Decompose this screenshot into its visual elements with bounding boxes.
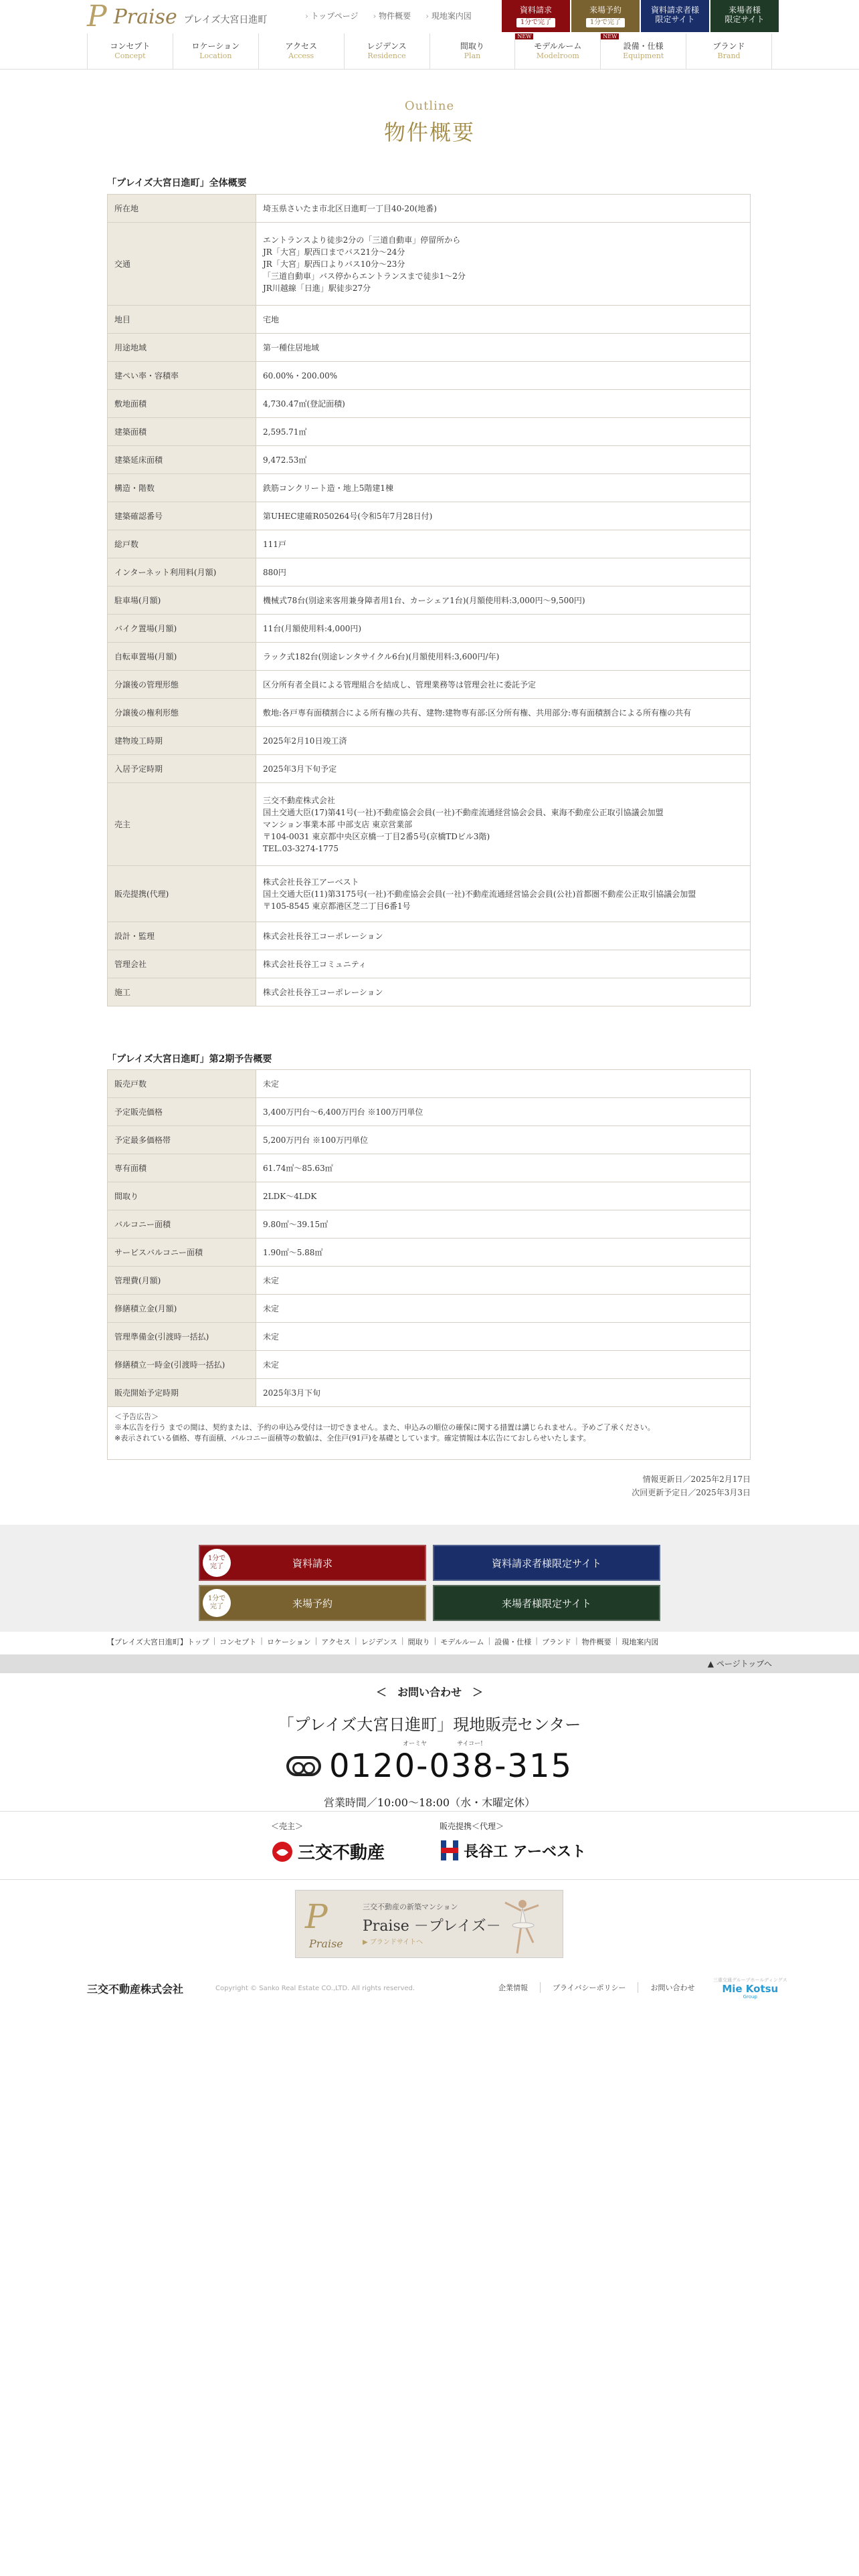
mie-kotsu-top: 三重交通グループホールディングス xyxy=(713,1977,787,1983)
nav-brand[interactable] xyxy=(686,33,772,70)
table-row xyxy=(108,727,751,755)
header-visit-label: 来場予約 xyxy=(589,5,622,15)
row-label: 間取り xyxy=(108,1182,256,1210)
separator: | xyxy=(260,1636,264,1645)
row-value: 第一種住居地域 xyxy=(256,334,751,362)
updated-date: 情報更新日／2025年2月17日 xyxy=(642,1475,751,1484)
table-row xyxy=(108,223,751,306)
row-value: 機械式78台(別途来客用兼身障者用1台、カーシェア1台)(月額使用料:3,000円〜9,500円) xyxy=(256,586,751,615)
row-value: 敷地:各戸専有面積割合による所有権の共有、建物:建物専有部:区分所有権、共用部分:専有面積割合による所有権の共有 xyxy=(256,699,751,727)
one-minute-badge: 1分で 完了 xyxy=(203,1549,231,1577)
table-row xyxy=(108,586,751,615)
logo-word: Praise xyxy=(113,5,177,29)
row-label: サービスバルコニー面積 xyxy=(108,1239,256,1267)
row-value: 2025年3月下旬予定 xyxy=(256,755,751,783)
nav-label-en: Residence xyxy=(367,51,406,60)
footer-nav-link[interactable]: 間取り xyxy=(407,1638,430,1646)
table-row xyxy=(108,755,751,783)
nav-label: 間取り xyxy=(460,41,484,51)
table-row xyxy=(108,615,751,643)
footer-nav-link[interactable]: アクセス xyxy=(321,1638,351,1646)
table-row xyxy=(108,1070,751,1098)
request-label: 資料請求 xyxy=(292,1557,332,1570)
ballerina-image xyxy=(496,1896,543,1955)
nav-label-en: Plan xyxy=(464,51,481,60)
header-links xyxy=(305,10,472,21)
row-label: 自転車置場(月額) xyxy=(108,643,256,671)
tel-number[interactable] xyxy=(0,1747,859,1785)
nav-plan[interactable] xyxy=(430,33,516,70)
global-nav xyxy=(87,33,772,70)
business-hours: 営業時間／10:00〜18:00（水・木曜定休） xyxy=(323,1796,536,1809)
separator: | xyxy=(615,1636,618,1645)
table-row xyxy=(108,306,751,334)
row-value: 4,730.47㎡(登記面積) xyxy=(256,390,751,418)
table-row xyxy=(108,643,751,671)
haseko-icon xyxy=(440,1839,460,1862)
row-label: 建築確認番号 xyxy=(108,502,256,530)
banner-line1: 三交不動産の新築マンション xyxy=(363,1903,458,1911)
row-label: 管理会社 xyxy=(108,950,256,978)
row-label: 所在地 xyxy=(108,195,256,223)
table-row xyxy=(108,1154,751,1182)
row-label: 販売開始予定時期 xyxy=(108,1379,256,1407)
row-label: 建物竣工時期 xyxy=(108,727,256,755)
sales-center-name: 「プレイズ大宮日進町」現地販売センター xyxy=(278,1715,581,1734)
table-row xyxy=(108,446,751,474)
row-value: 5,200万円台 ※100万円単位 xyxy=(256,1126,751,1154)
nav-label: モデルルーム xyxy=(534,41,582,51)
row-label: 構造・階数 xyxy=(108,474,256,502)
footer-nav-link[interactable]: レジデンス xyxy=(361,1638,397,1646)
mie-kotsu-name: Mie Kotsu xyxy=(722,1983,779,1995)
new-badge: NEW xyxy=(601,33,619,39)
contact-title: ＜ お問い合わせ ＞ xyxy=(375,1686,483,1699)
row-value: 未定 xyxy=(256,1351,751,1379)
notice-text: ＜予告広告＞ ※本広告を行う までの間は、契約または、予約の申込み受付は一切できません。また、申込みの順位の確保に関する措置は講じられません。予めご了承ください。 ※表示されている価格、専有面積、バルコニー面積等の数値は、全住戸(91戸)を基礎としています。確定情報は本広告にておしらせいたします。 xyxy=(114,1412,655,1442)
separator: | xyxy=(488,1636,491,1645)
table-row xyxy=(108,1210,751,1239)
nav-access[interactable] xyxy=(259,33,345,70)
row-value: 株式会社長谷工コミュニティ xyxy=(256,950,751,978)
site-header xyxy=(0,0,859,70)
row-value: 宅地 xyxy=(256,306,751,334)
mie-kotsu-logo[interactable] xyxy=(713,1977,787,2000)
page-heading xyxy=(0,99,859,146)
link-top[interactable]: › トップページ xyxy=(305,10,359,21)
table-row xyxy=(108,418,751,446)
table-row xyxy=(108,1239,751,1267)
nav-label: レジデンス xyxy=(367,41,407,51)
row-value: 2025年3月下旬 xyxy=(256,1379,751,1407)
row-value: 未定 xyxy=(256,1267,751,1295)
agent-logo[interactable] xyxy=(440,1839,586,1862)
table-row xyxy=(108,1126,751,1154)
row-value: 9,472.53㎡ xyxy=(256,446,751,474)
table-row xyxy=(108,530,751,558)
request-button[interactable] xyxy=(199,1545,426,1581)
seller-logo[interactable] xyxy=(271,1839,385,1864)
footer-nav-link[interactable]: 物件概要 xyxy=(581,1638,611,1646)
row-label: 管理準備金(引渡時一括払) xyxy=(108,1323,256,1351)
row-label: 建築延床面積 xyxy=(108,446,256,474)
row-label: 設計・監理 xyxy=(108,922,256,950)
row-value: 60.00%・200.00% xyxy=(256,362,751,390)
footer-link-privacy[interactable]: プライバシーポリシー xyxy=(540,1982,638,1993)
row-label: 用途地域 xyxy=(108,334,256,362)
visit-site-label: 来場者様限定サイト xyxy=(502,1597,591,1610)
table-row xyxy=(108,671,751,699)
nav-label-en: Modelroom xyxy=(536,51,579,60)
overview-table xyxy=(107,194,751,1006)
row-value: 61.74㎡〜85.63㎡ xyxy=(256,1154,751,1182)
new-badge: NEW xyxy=(515,33,533,39)
row-value: 未定 xyxy=(256,1295,751,1323)
row-value: 1.90㎡〜5.88㎡ xyxy=(256,1239,751,1267)
row-value: 11台(月額使用料:4,000円) xyxy=(256,615,751,643)
row-value: 株式会社長谷工コーポレーション xyxy=(256,978,751,1006)
row-value: 3,400万円台〜6,400万円台 ※100万円単位 xyxy=(256,1098,751,1126)
row-label: 交通 xyxy=(108,223,256,306)
table-row xyxy=(108,362,751,390)
footer-link-contact[interactable]: お問い合わせ xyxy=(638,1982,706,1993)
row-value: 株式会社長谷工コーポレーション xyxy=(256,922,751,950)
divider xyxy=(0,1879,859,1880)
banner-line3: ▶ ブランドサイトへ xyxy=(363,1939,423,1946)
table-row xyxy=(108,390,751,418)
page-title: 物件概要 xyxy=(383,120,475,145)
tel-text: 0120-038-315 xyxy=(328,1747,573,1785)
row-label: 修繕積立金(月額) xyxy=(108,1295,256,1323)
visit-label: 来場予約 xyxy=(292,1597,332,1610)
row-label: 建築面積 xyxy=(108,418,256,446)
mie-kotsu-sub: Group xyxy=(743,1994,757,2000)
row-label: 販売戸数 xyxy=(108,1070,256,1098)
seller-label: ＜売主＞ xyxy=(271,1822,304,1831)
row-label: 地目 xyxy=(108,306,256,334)
table-row xyxy=(108,558,751,586)
footer-nav-link[interactable]: ブランド xyxy=(541,1638,571,1646)
table-row xyxy=(108,1098,751,1126)
table-row xyxy=(108,502,751,530)
header-visit-button[interactable] xyxy=(571,0,640,32)
nav-label-en: Equipment xyxy=(623,51,664,60)
row-label: 入居予定時期 xyxy=(108,755,256,783)
phase2-table xyxy=(107,1069,751,1407)
row-label: 修繕積立一時金(引渡時一括払) xyxy=(108,1351,256,1379)
header-request-site-button[interactable]: 資料請求者様 限定サイト xyxy=(641,0,709,32)
footer-nav-link[interactable]: 設備・仕様 xyxy=(494,1638,532,1646)
row-value: 2,595.71㎡ xyxy=(256,418,751,446)
separator: | xyxy=(354,1636,357,1645)
request-site-label: 資料請求者様限定サイト xyxy=(492,1557,601,1570)
separator: | xyxy=(434,1636,437,1645)
footer-nav-link[interactable]: モデルルーム xyxy=(440,1638,484,1646)
separator: | xyxy=(314,1636,318,1645)
row-label: 専有面積 xyxy=(108,1154,256,1182)
footer-nav xyxy=(107,1636,658,1647)
table-row xyxy=(108,978,751,1006)
nav-label-en: Brand xyxy=(717,51,741,60)
row-label: 施工 xyxy=(108,978,256,1006)
row-label: 分譲後の権利形態 xyxy=(108,699,256,727)
table-row xyxy=(108,866,751,922)
seller-name: 三交不動産 xyxy=(298,1843,385,1863)
footer-nav-link[interactable]: コンセプト xyxy=(219,1638,257,1646)
visit-site-button[interactable] xyxy=(433,1585,660,1621)
section-title-overview: 「プレイズ大宮日進町」全体概要 xyxy=(107,178,247,189)
row-value: エントランスより徒歩2分の「三道自動車」停留所から JR「大宮」駅西口までバス21分〜24分 JR「大宮」駅西口よりバス10分〜23分 「三道自動車」バス停からエントランスまで徒歩1〜2分 JR川越線「日進」駅徒歩27分 xyxy=(256,223,751,306)
banner-logo-word: Praise xyxy=(309,1937,343,1950)
nav-label: ブランド xyxy=(712,41,745,51)
separator: | xyxy=(401,1636,404,1645)
header-request-button[interactable] xyxy=(502,0,570,32)
nav-equipment[interactable] xyxy=(601,33,686,70)
row-label: 駐車場(月額) xyxy=(108,586,256,615)
nav-concept[interactable] xyxy=(88,33,173,70)
freedial-icon xyxy=(286,1756,321,1776)
table-row xyxy=(108,1323,751,1351)
row-label: バルコニー面積 xyxy=(108,1210,256,1239)
footer-nav-link[interactable]: 現地案内図 xyxy=(622,1638,659,1646)
nav-label: ロケーション xyxy=(191,41,240,51)
table-row xyxy=(108,1379,751,1407)
nav-label-en: Location xyxy=(199,51,232,60)
footer-company: 三交不動産株式会社 xyxy=(87,1983,184,1996)
row-value: 区分所有者全員による管理組合を結成し、管理業務等は管理会社に委託予定 xyxy=(256,671,751,699)
row-label: バイク置場(月額) xyxy=(108,615,256,643)
nav-location[interactable] xyxy=(173,33,259,70)
table-row xyxy=(108,699,751,727)
separator: | xyxy=(535,1636,538,1645)
request-site-button[interactable] xyxy=(433,1545,660,1581)
table-row xyxy=(108,1351,751,1379)
banner-logo-mark: P xyxy=(305,1897,328,1936)
row-label: 管理費(月額) xyxy=(108,1267,256,1295)
agent-label: 販売提携＜代理＞ xyxy=(440,1822,504,1831)
page-title-en: Outline xyxy=(404,99,455,113)
link-map[interactable]: › 現地案内図 xyxy=(425,10,472,21)
nav-label: 設備・仕様 xyxy=(623,41,664,51)
next-update-date: 次回更新予定日／2025年3月3日 xyxy=(632,1488,751,1497)
copyright: Copyright © Sanko Real Estate CO.,LTD. All rights reserved. xyxy=(215,1985,415,1992)
page-top-link[interactable]: ▲ ページトップへ xyxy=(0,1654,859,1673)
row-label: 予定最多価格帯 xyxy=(108,1126,256,1154)
nav-residence[interactable] xyxy=(345,33,430,70)
row-value: 三交不動産株式会社 国土交通大臣(17)第41号(一社)不動産協会会員(一社)不動産流通経営協会会員、東海不動産公正取引協議会加盟 マンション事業本部 中部支店 東京営業部 〒104-0031 東京都中央区京橋一丁目2番5号(京橋TDビル3階) TEL.03-3274-1775 xyxy=(256,783,751,866)
sanko-icon xyxy=(271,1840,294,1863)
row-value: 880円 xyxy=(256,558,751,586)
footer-link-company[interactable]: 企業情報 xyxy=(498,1983,528,1992)
logo-mark: P xyxy=(87,0,107,33)
table-row xyxy=(108,195,751,223)
separator: | xyxy=(575,1636,578,1645)
row-value: 未定 xyxy=(256,1070,751,1098)
row-value: 未定 xyxy=(256,1323,751,1351)
one-minute-tag: 1分で完了 xyxy=(586,18,625,27)
header-visit-site-button[interactable]: 来場者様 限定サイト xyxy=(710,0,779,32)
table-row xyxy=(108,1267,751,1295)
table-row xyxy=(108,783,751,866)
row-value: 2025年2月10日竣工済 xyxy=(256,727,751,755)
nav-label-en: Access xyxy=(288,51,314,60)
table-row xyxy=(108,334,751,362)
row-value: 2LDK〜4LDK xyxy=(256,1182,751,1210)
site-logo[interactable] xyxy=(87,0,268,33)
nav-label: アクセス xyxy=(285,41,317,51)
row-value: 111戸 xyxy=(256,530,751,558)
row-value: ラック式182台(別途レンタサイクル6台)(月額使用料:3,600円/年) xyxy=(256,643,751,671)
update-info xyxy=(632,1473,751,1499)
row-label: 建ぺい率・容積率 xyxy=(108,362,256,390)
table-row xyxy=(108,950,751,978)
row-label: 敷地面積 xyxy=(108,390,256,418)
table-row xyxy=(108,474,751,502)
row-value: 株式会社長谷工アーベスト 国土交通大臣(11)第3175号(一社)不動産協会会員(一社)不動産流通経営協会会員(公社)首都圏不動産公正取引協議会加盟 〒105-8545 東京都港区芝二丁目6番1号 xyxy=(256,866,751,922)
row-label: 分譲後の管理形態 xyxy=(108,671,256,699)
site-footer xyxy=(0,1975,859,2002)
section-title-phase2: 「プレイズ大宮日進町」第2期予告概要 xyxy=(107,1054,272,1065)
agent-name: 長谷工 アーベスト xyxy=(464,1843,586,1860)
visit-button[interactable] xyxy=(199,1585,426,1621)
logo-subtitle: プレイズ大宮日進町 xyxy=(183,15,268,25)
tel-ruby: オーミヤ サイコー! xyxy=(403,1741,483,1747)
link-outline[interactable]: › 物件概要 xyxy=(373,10,411,21)
row-label: 販売提携(代理) xyxy=(108,866,256,922)
cta-area xyxy=(0,1525,859,1632)
one-minute-tag: 1分で完了 xyxy=(516,18,555,27)
nav-label-en: Concept xyxy=(114,51,146,60)
row-label: 予定販売価格 xyxy=(108,1098,256,1126)
nav-label: コンセプト xyxy=(110,41,151,51)
banner-line2: Praise －プレイズ－ xyxy=(363,1918,501,1935)
row-value: 鉄筋コンクリート造・地上5階建1棟 xyxy=(256,474,751,502)
table-row xyxy=(108,1182,751,1210)
row-value: 第UHEC建確R050264号(令和5年7月28日付) xyxy=(256,502,751,530)
header-request-label: 資料請求 xyxy=(519,5,552,15)
row-value: 埼玉県さいたま市北区日進町一丁目40-20(地番) xyxy=(256,195,751,223)
footer-links xyxy=(486,1982,706,1993)
row-label: 売主 xyxy=(108,783,256,866)
separator: | xyxy=(213,1636,216,1645)
row-label: インターネット利用料(月額) xyxy=(108,558,256,586)
contact-section xyxy=(0,1684,859,1810)
row-label: 総戸数 xyxy=(108,530,256,558)
brand-banner[interactable] xyxy=(295,1890,563,1958)
footer-nav-link[interactable]: 【プレイズ大宮日進町】トップ xyxy=(107,1638,209,1646)
advance-notice xyxy=(107,1406,751,1460)
table-row xyxy=(108,922,751,950)
divider xyxy=(0,1811,859,1812)
row-value: 9.80㎡〜39.15㎡ xyxy=(256,1210,751,1239)
one-minute-badge: 1分で 完了 xyxy=(203,1589,231,1617)
table-row xyxy=(108,1295,751,1323)
nav-modelroom[interactable] xyxy=(515,33,601,70)
footer-nav-link[interactable]: ロケーション xyxy=(267,1638,311,1646)
